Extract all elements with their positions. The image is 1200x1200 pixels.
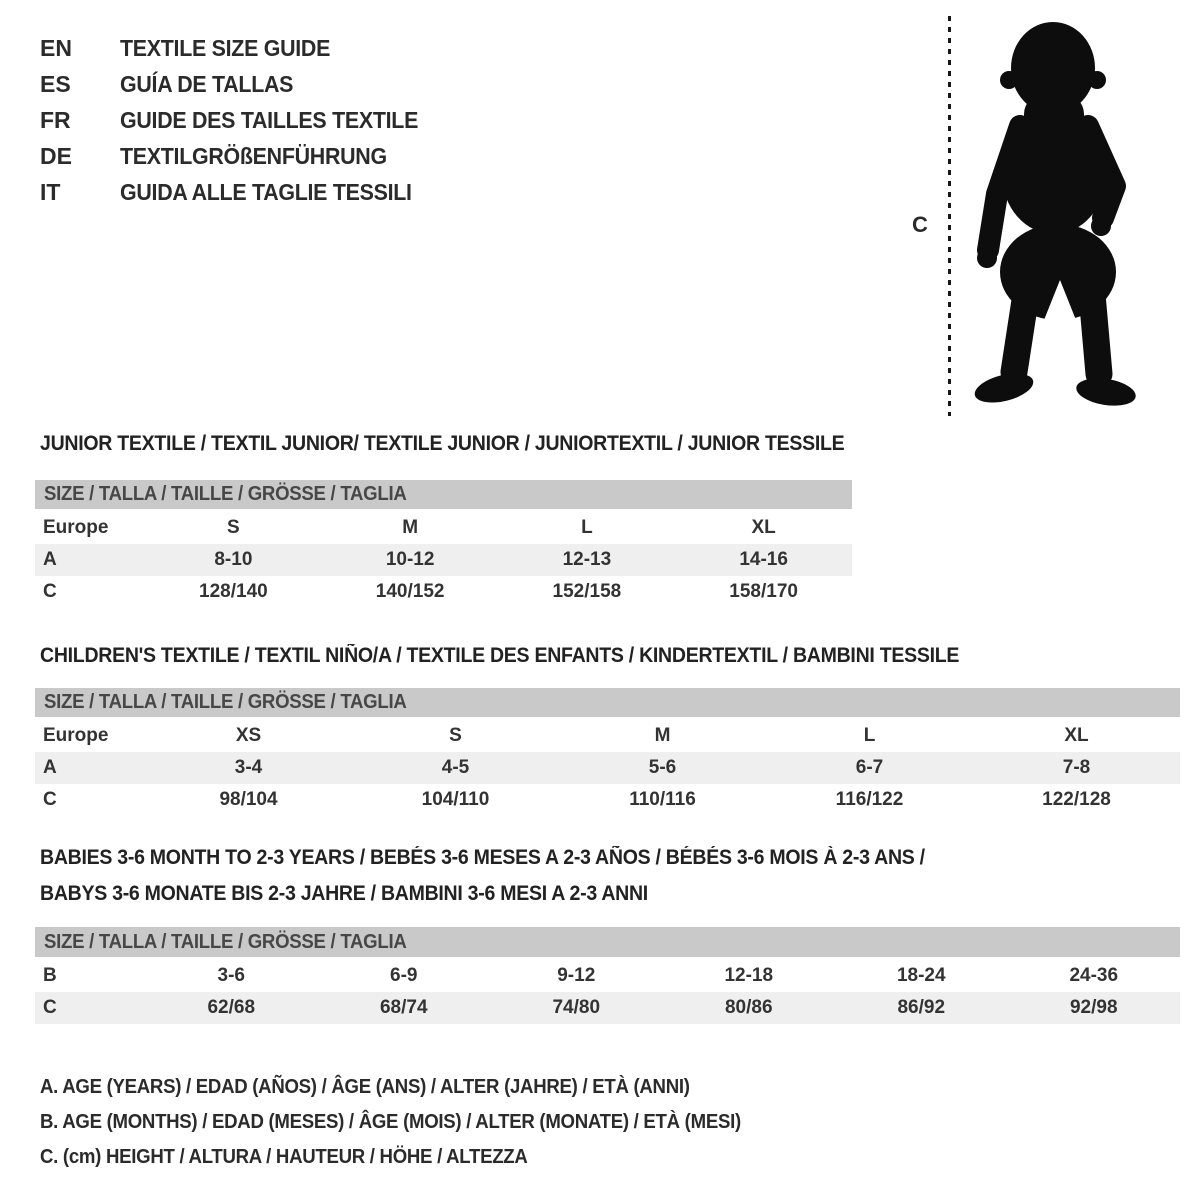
babies-size-header-bar [35, 927, 1180, 957]
table-cell: 3-4 [234, 757, 263, 778]
language-row-it [40, 174, 441, 210]
table-cell: 12-13 [562, 549, 612, 570]
language-code: EN [40, 34, 72, 61]
table-cell: L [581, 517, 593, 538]
babies-size-header-text: SIZE / TALLA / TAILLE / GRÖSSE / TAGLIA [44, 930, 407, 953]
language-title: GUIDE DES TAILLES TEXTILE [120, 106, 419, 133]
junior-size-table [35, 512, 852, 608]
table-cell: 4-5 [441, 757, 470, 778]
junior-size-header-bar [35, 480, 852, 509]
table-cell: 110/116 [629, 789, 696, 810]
table-cell: 158/170 [729, 581, 798, 602]
table-cell: 3-6 [217, 965, 245, 986]
table-row [35, 784, 1180, 816]
babies-section-heading [40, 840, 991, 912]
table-cell: M [402, 517, 419, 538]
footnote-age-months [40, 1105, 794, 1140]
junior-section-heading [40, 432, 905, 456]
table-cell: 104/110 [421, 789, 490, 810]
language-row-fr [40, 102, 441, 138]
footnote-text: C. (cm) HEIGHT / ALTURA / HAUTEUR / HÖHE / ALTEZZA [40, 1146, 528, 1168]
table-cell: 140/152 [375, 581, 445, 602]
table-cell: 98/104 [219, 789, 278, 810]
table-cell: XL [1064, 725, 1089, 746]
height-measure-dashed-line [948, 16, 951, 416]
table-cell: 68/74 [379, 997, 428, 1018]
junior-size-header-text: SIZE / TALLA / TAILLE / GRÖSSE / TAGLIA [44, 483, 407, 505]
table-cell: XS [235, 725, 262, 746]
language-row-de [40, 138, 441, 174]
language-title: TEXTILGRÖßENFÜHRUNG [120, 142, 387, 169]
toddler-silhouette-icon [966, 14, 1144, 418]
table-row [35, 960, 1180, 992]
language-list [40, 30, 441, 210]
table-cell: 6-9 [390, 965, 418, 986]
table-cell: 10-12 [385, 549, 435, 570]
table-cell: 5-6 [648, 757, 677, 778]
table-cell: 18-24 [896, 965, 946, 986]
language-title: GUÍA DE TALLAS [120, 70, 294, 97]
table-row [35, 544, 852, 576]
language-code: DE [40, 142, 72, 169]
footnotes [40, 1070, 794, 1175]
footnote-text: B. AGE (MONTHS) / EDAD (MESES) / ÂGE (MOIS) / ALTER (MONATE) / ETÀ (MESI) [40, 1111, 741, 1133]
table-cell: XL [751, 517, 776, 538]
row-label: Europe [43, 725, 109, 746]
row-label: Europe [43, 517, 109, 538]
language-title: GUIDA ALLE TAGLIE TESSILI [120, 178, 412, 205]
table-cell: 80/86 [724, 997, 773, 1018]
row-label: B [43, 965, 57, 986]
table-cell: 152/158 [552, 581, 622, 602]
table-cell: L [863, 725, 876, 746]
children-size-header-bar [35, 688, 1180, 717]
language-row-en [40, 30, 441, 66]
row-label: A [43, 549, 57, 570]
language-row-es [40, 66, 441, 102]
table-row [35, 752, 1180, 784]
children-size-header-text: SIZE / TALLA / TAILLE / GRÖSSE / TAGLIA [44, 691, 407, 713]
table-cell: 8-10 [214, 549, 253, 570]
babies-heading-line2: BABYS 3-6 MONATE BIS 2-3 JAHRE / BAMBINI 3-6 MESI A 2-3 ANNI [40, 882, 648, 905]
table-row [35, 720, 1180, 752]
table-cell: 14-16 [739, 549, 788, 570]
junior-heading-text: JUNIOR TEXTILE / TEXTIL JUNIOR/ TEXTILE JUNIOR / JUNIORTEXTIL / JUNIOR TESSILE [40, 432, 845, 455]
table-cell: 9-12 [557, 965, 596, 986]
table-cell: 62/68 [207, 997, 256, 1018]
footnote-age-years [40, 1070, 794, 1105]
table-cell: 92/98 [1069, 997, 1118, 1018]
children-section-heading [40, 644, 1028, 668]
babies-heading-line1: BABIES 3-6 MONTH TO 2-3 YEARS / BEBÉS 3-6 MESES A 2-3 AÑOS / BÉBÉS 3-6 MOIS À 2-3 ANS / [40, 846, 925, 869]
row-label: C [43, 581, 57, 602]
table-row [35, 992, 1180, 1024]
table-cell: 12-18 [724, 965, 774, 986]
table-cell: 128/140 [199, 581, 268, 602]
language-code: FR [40, 106, 71, 133]
table-cell: S [227, 517, 240, 538]
table-cell: 6-7 [855, 757, 884, 778]
row-label: C [43, 997, 57, 1018]
table-cell: 86/92 [897, 997, 946, 1018]
row-label: A [43, 757, 57, 778]
footnote-height-cm [40, 1140, 794, 1175]
table-cell: M [654, 725, 671, 746]
row-label: C [43, 789, 57, 810]
language-title: TEXTILE SIZE GUIDE [120, 34, 331, 61]
table-row [35, 512, 852, 544]
children-heading-text: CHILDREN'S TEXTILE / TEXTIL NIÑO/A / TEXTILE DES ENFANTS / KINDERTEXTIL / BAMBINI TESSILE [40, 644, 960, 667]
footnote-text: A. AGE (YEARS) / EDAD (AÑOS) / ÂGE (ANS) / ALTER (JAHRE) / ETÀ (ANNI) [40, 1076, 690, 1098]
table-cell: S [449, 725, 462, 746]
table-cell: 122/128 [1042, 789, 1111, 810]
table-cell: 116/122 [835, 789, 904, 810]
table-row [35, 576, 852, 608]
language-code: ES [40, 70, 71, 97]
table-cell: 7-8 [1062, 757, 1091, 778]
table-cell: 24-36 [1069, 965, 1119, 986]
language-code: IT [40, 178, 61, 205]
children-size-table [35, 720, 1180, 816]
table-cell: 74/80 [552, 997, 601, 1018]
babies-size-table [35, 960, 1180, 1024]
height-measure-label: C [912, 212, 928, 237]
